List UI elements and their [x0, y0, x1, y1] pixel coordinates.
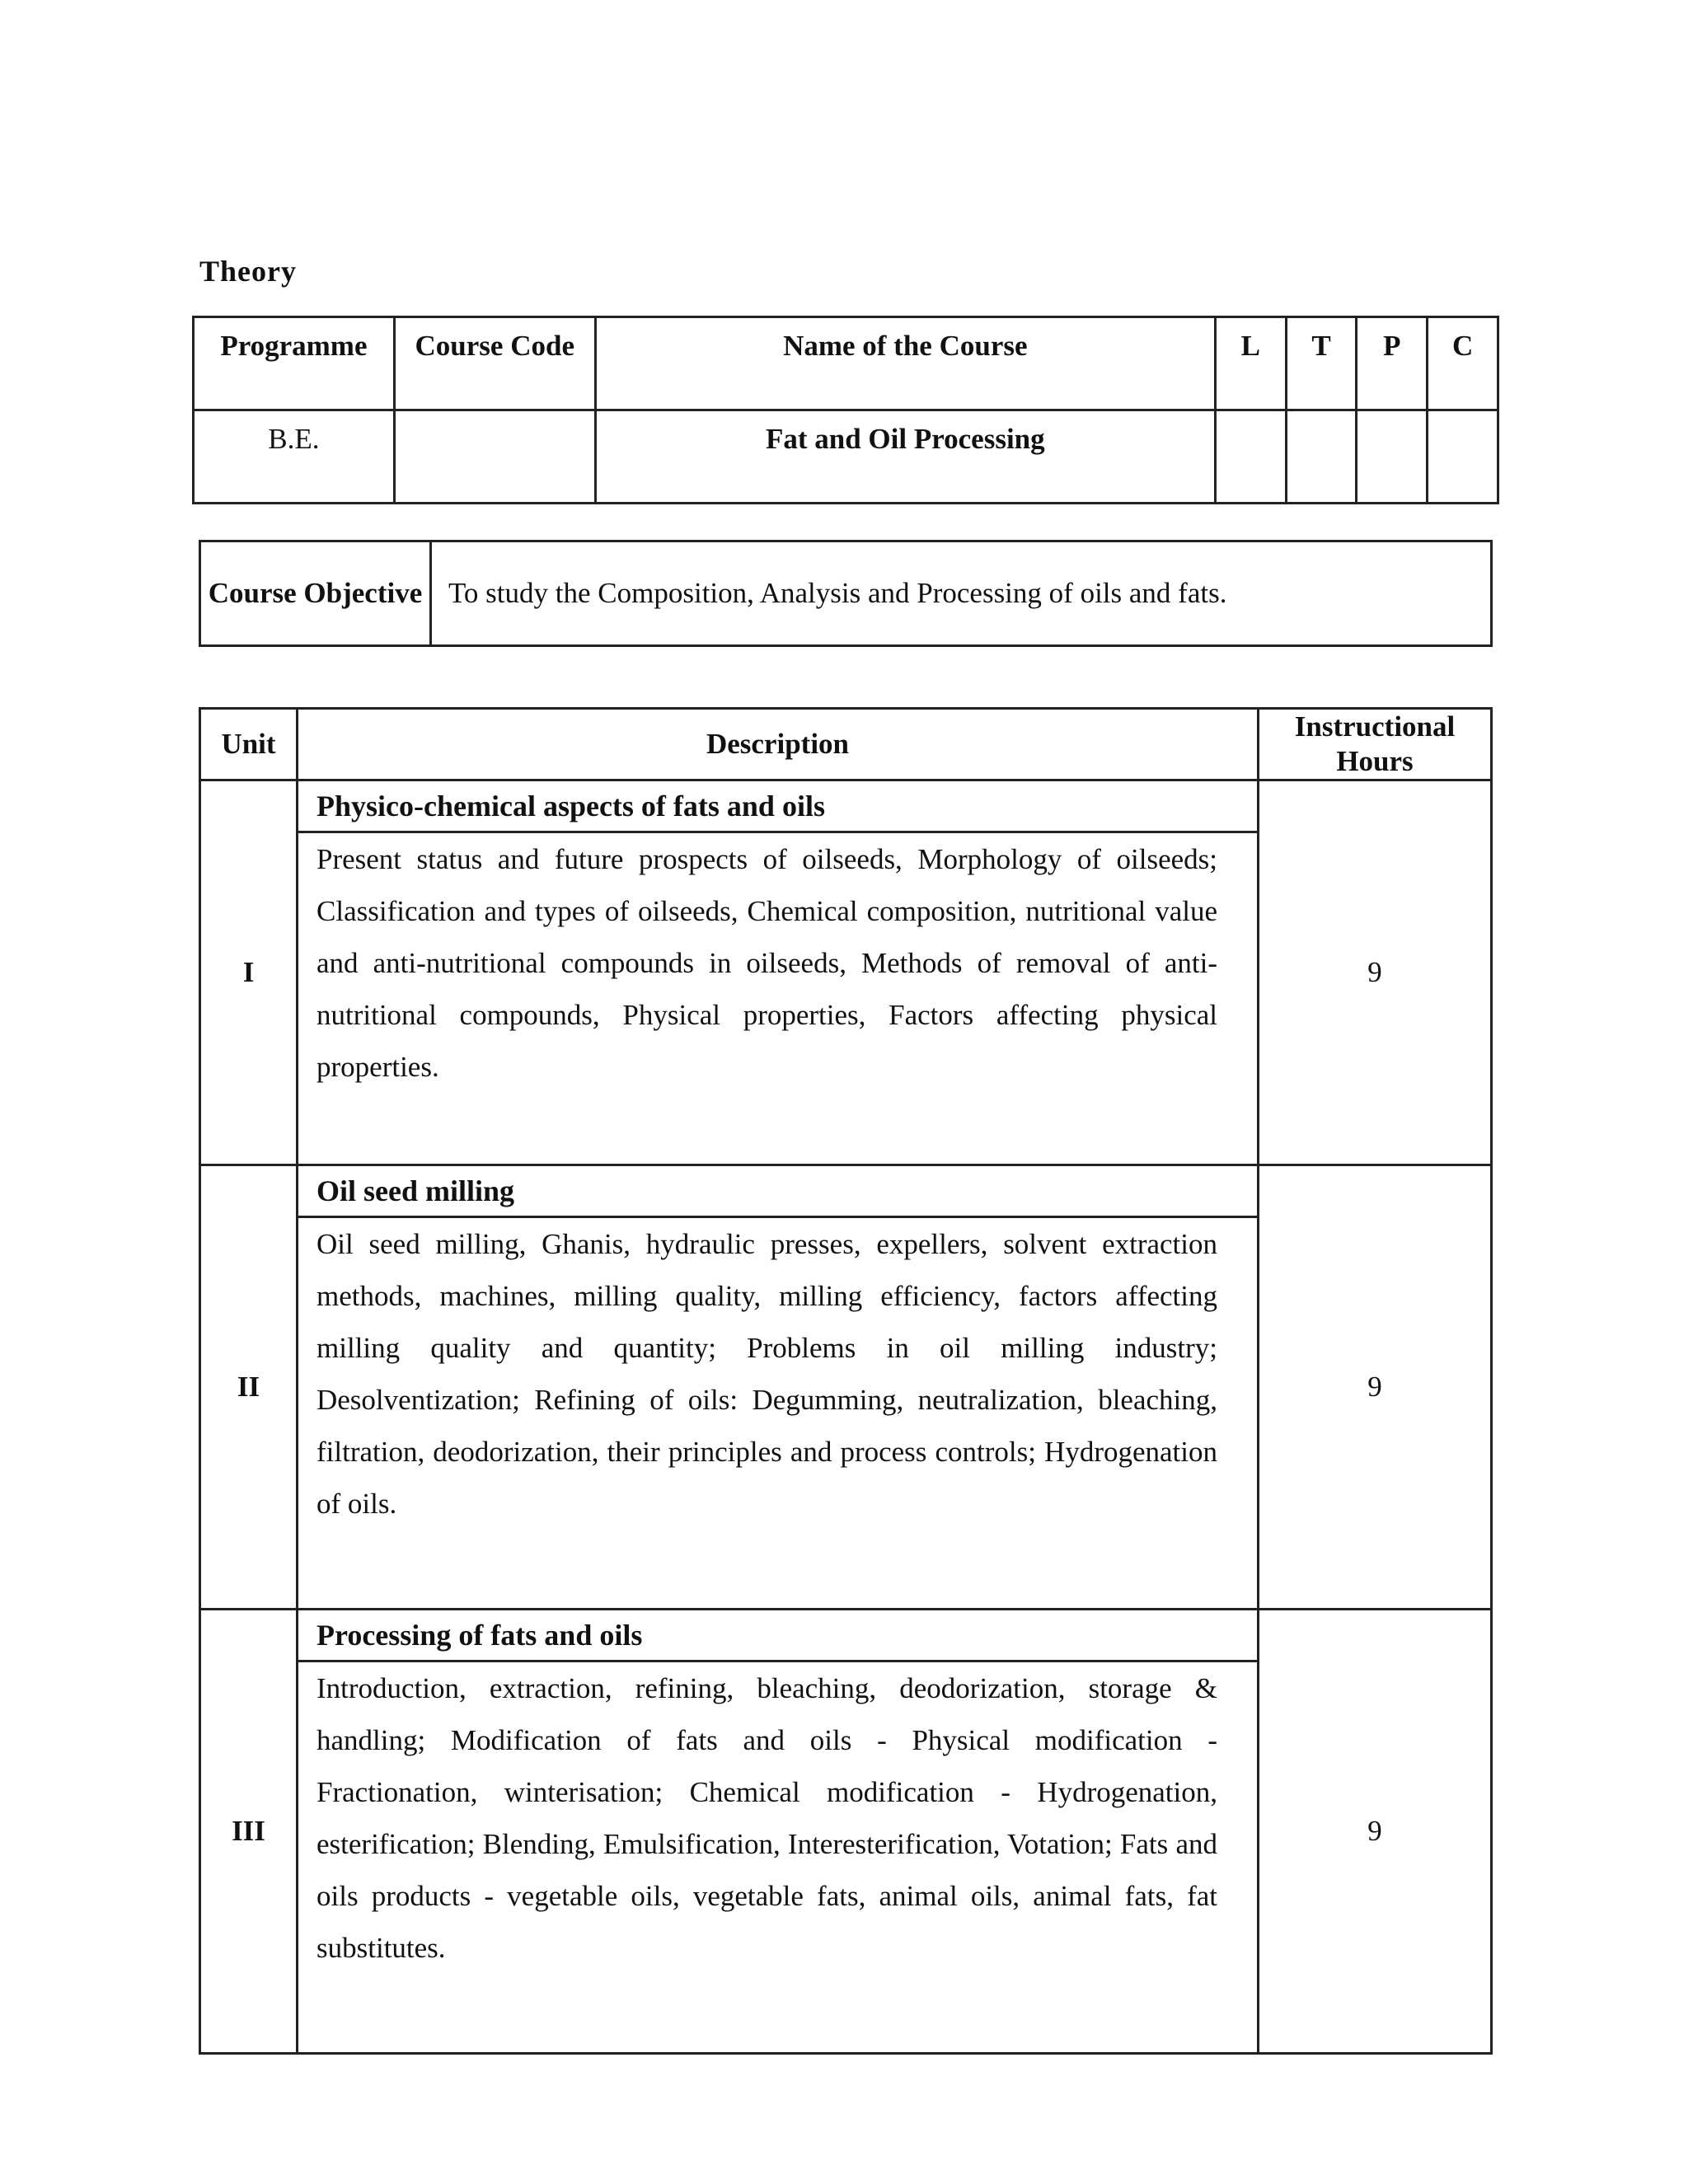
- unit-hours: 9: [1259, 780, 1492, 1165]
- units-table: [199, 707, 1493, 2055]
- header-course-code: Course Code: [394, 317, 595, 410]
- c-value: [1428, 410, 1498, 504]
- header-programme: Programme: [194, 317, 395, 410]
- unit-number: III: [200, 1610, 298, 2054]
- section-title: Theory: [199, 255, 297, 288]
- unit-description: Present status and future prospects of oilseeds, Morphology of oilseeds; Classification and types of oilseeds, Chemical composition, nutritional value and anti-nutritional compounds in oilseeds, Methods of removal of anti- nutritional compounds, Physical properties, Factors affecting physical properties.: [298, 832, 1259, 1165]
- course-table-header-row: [194, 317, 1498, 410]
- header-course-name: Name of the Course: [595, 317, 1215, 410]
- header-t: T: [1286, 317, 1357, 410]
- objective-label: Course Objective: [200, 541, 431, 646]
- header-l: L: [1215, 317, 1286, 410]
- unit-topic: Physico-chemical aspects of fats and oils: [298, 780, 1259, 832]
- unit-description: Introduction, extraction, refining, bleaching, deodorization, storage & handling; Modification of fats and oils - Physical modification - Fractionation, winterisation; Chemical modification - Hydrogenation, esterification; Blending, Emulsification, Interesterification, Votation; Fats and oils products - vegetable oils, vegetable fats, animal oils, animal fats, fat substitutes.: [298, 1661, 1259, 2054]
- units-header-row: [200, 709, 1492, 780]
- unit-number: II: [200, 1165, 298, 1610]
- course-objective-table: [199, 540, 1493, 647]
- unit-topic: Oil seed milling: [298, 1165, 1259, 1217]
- unit-topic-row: [200, 1165, 1492, 1217]
- unit-topic: Processing of fats and oils: [298, 1610, 1259, 1661]
- objective-row: [200, 541, 1492, 646]
- unit-topic-row: [200, 1610, 1492, 1661]
- p-value: [1357, 410, 1428, 504]
- unit-topic-row: [200, 780, 1492, 832]
- objective-text: To study the Composition, Analysis and Processing of oils and fats.: [431, 541, 1492, 646]
- header-description: Description: [298, 709, 1259, 780]
- course-name-value: Fat and Oil Processing: [595, 410, 1215, 504]
- unit-hours: 9: [1259, 1610, 1492, 2054]
- course-table-row: [194, 410, 1498, 504]
- course-info-table: [192, 316, 1499, 504]
- header-c: C: [1428, 317, 1498, 410]
- programme-value: B.E.: [194, 410, 395, 504]
- unit-description: Oil seed milling, Ghanis, hydraulic presses, expellers, solvent extraction methods, machines, milling quality, milling efficiency, factors affecting milling quality and quantity; Problems in oil milling industry; Desolventization; Refining of oils: Degumming, neutralization, bleaching, filtration, deodorization, their principles and process controls; Hydrogenation of oils.: [298, 1217, 1259, 1610]
- header-unit: Unit: [200, 709, 298, 780]
- header-instructional-hours: Instructional Hours: [1259, 709, 1492, 780]
- t-value: [1286, 410, 1357, 504]
- unit-number: I: [200, 780, 298, 1165]
- header-p: P: [1357, 317, 1428, 410]
- l-value: [1215, 410, 1286, 504]
- course-code-value: [394, 410, 595, 504]
- unit-hours: 9: [1259, 1165, 1492, 1610]
